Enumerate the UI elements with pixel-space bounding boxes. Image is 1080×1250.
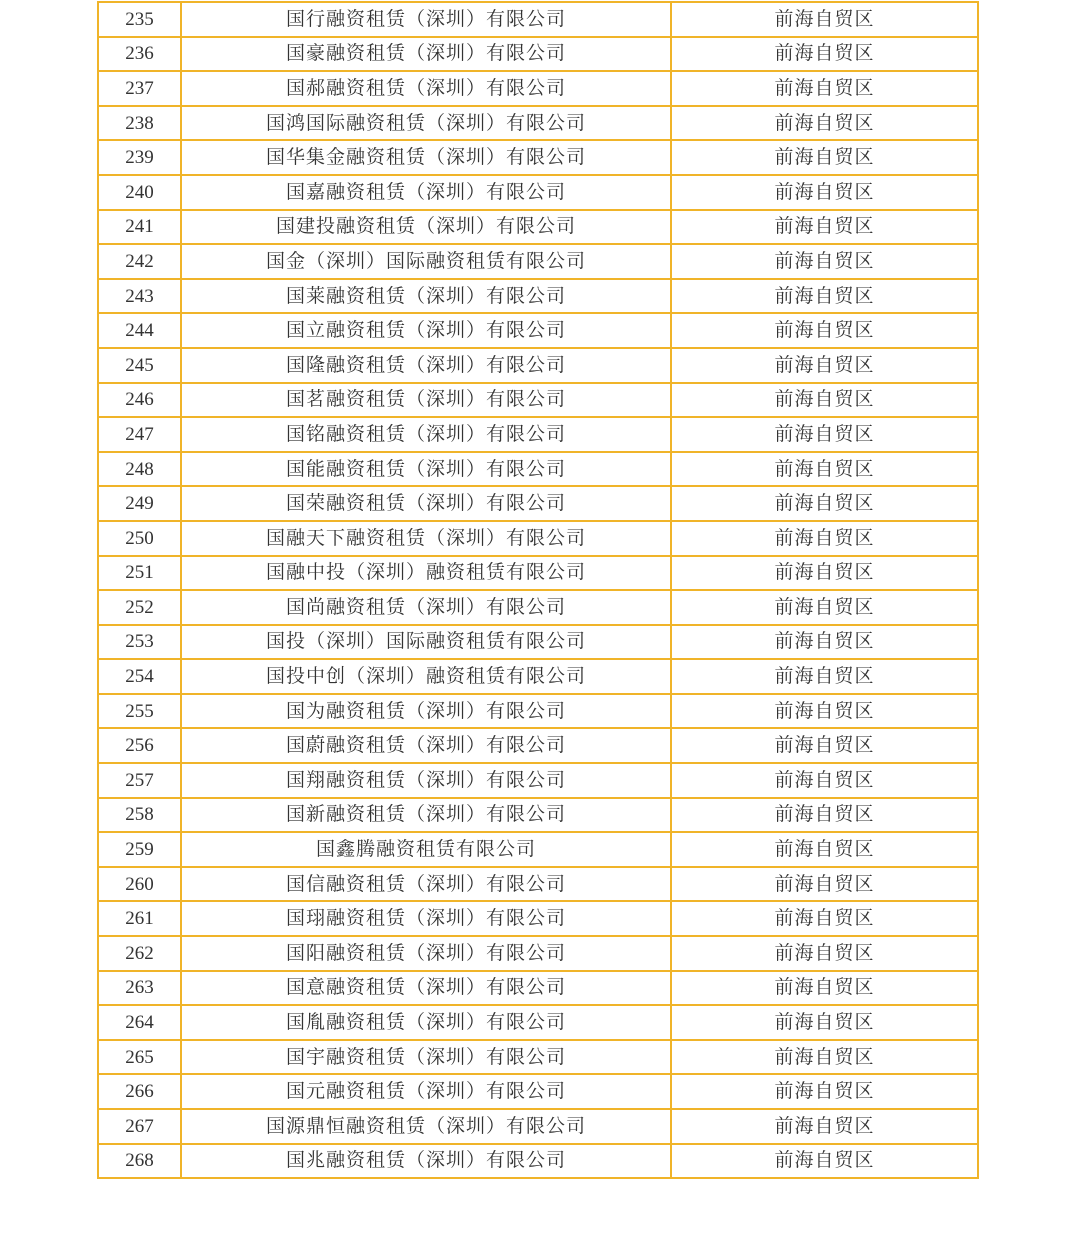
zone-cell: 前海自贸区 [671, 37, 978, 72]
table-row [98, 313, 978, 348]
table-row [98, 417, 978, 452]
row-number-cell: 257 [98, 763, 181, 798]
row-number-cell: 260 [98, 867, 181, 902]
zone-cell: 前海自贸区 [671, 1074, 978, 1109]
company-name-cell: 国华集金融资租赁（深圳）有限公司 [181, 140, 671, 175]
company-name-cell: 国立融资租赁（深圳）有限公司 [181, 313, 671, 348]
company-name-cell: 国鑫腾融资租赁有限公司 [181, 832, 671, 867]
table-row [98, 244, 978, 279]
zone-cell: 前海自贸区 [671, 763, 978, 798]
company-registry-page [97, 1, 977, 1179]
zone-cell: 前海自贸区 [671, 1144, 978, 1179]
table-row [98, 936, 978, 971]
company-name-cell: 国隆融资租赁（深圳）有限公司 [181, 348, 671, 383]
row-number-cell: 259 [98, 832, 181, 867]
company-name-cell: 国荣融资租赁（深圳）有限公司 [181, 486, 671, 521]
company-name-cell: 国宇融资租赁（深圳）有限公司 [181, 1040, 671, 1075]
row-number-cell: 262 [98, 936, 181, 971]
row-number-cell: 263 [98, 971, 181, 1006]
zone-cell: 前海自贸区 [671, 936, 978, 971]
row-number-cell: 252 [98, 590, 181, 625]
table-row [98, 1005, 978, 1040]
row-number-cell: 267 [98, 1109, 181, 1144]
row-number-cell: 254 [98, 659, 181, 694]
zone-cell: 前海自贸区 [671, 901, 978, 936]
company-name-cell: 国行融资租赁（深圳）有限公司 [181, 2, 671, 37]
zone-cell: 前海自贸区 [671, 244, 978, 279]
table-row [98, 210, 978, 245]
table-row [98, 521, 978, 556]
company-name-cell: 国豪融资租赁（深圳）有限公司 [181, 37, 671, 72]
zone-cell: 前海自贸区 [671, 452, 978, 487]
table-row [98, 832, 978, 867]
company-name-cell: 国投（深圳）国际融资租赁有限公司 [181, 625, 671, 660]
row-number-cell: 245 [98, 348, 181, 383]
zone-cell: 前海自贸区 [671, 106, 978, 141]
zone-cell: 前海自贸区 [671, 175, 978, 210]
company-name-cell: 国新融资租赁（深圳）有限公司 [181, 798, 671, 833]
zone-cell: 前海自贸区 [671, 417, 978, 452]
zone-cell: 前海自贸区 [671, 556, 978, 591]
table-row [98, 175, 978, 210]
zone-cell: 前海自贸区 [671, 210, 978, 245]
company-name-cell: 国鸿国际融资租赁（深圳）有限公司 [181, 106, 671, 141]
company-name-cell: 国蔚融资租赁（深圳）有限公司 [181, 728, 671, 763]
company-registry-table [97, 1, 979, 1179]
company-name-cell: 国兆融资租赁（深圳）有限公司 [181, 1144, 671, 1179]
table-row [98, 763, 978, 798]
zone-cell: 前海自贸区 [671, 348, 978, 383]
zone-cell: 前海自贸区 [671, 1109, 978, 1144]
company-name-cell: 国投中创（深圳）融资租赁有限公司 [181, 659, 671, 694]
company-name-cell: 国源鼎恒融资租赁（深圳）有限公司 [181, 1109, 671, 1144]
table-row [98, 140, 978, 175]
row-number-cell: 253 [98, 625, 181, 660]
company-name-cell: 国茗融资租赁（深圳）有限公司 [181, 383, 671, 418]
company-name-cell: 国莱融资租赁（深圳）有限公司 [181, 279, 671, 314]
row-number-cell: 236 [98, 37, 181, 72]
table-row [98, 798, 978, 833]
company-name-cell: 国尚融资租赁（深圳）有限公司 [181, 590, 671, 625]
row-number-cell: 248 [98, 452, 181, 487]
zone-cell: 前海自贸区 [671, 867, 978, 902]
row-number-cell: 251 [98, 556, 181, 591]
zone-cell: 前海自贸区 [671, 2, 978, 37]
table-row [98, 106, 978, 141]
table-row [98, 625, 978, 660]
company-name-cell: 国建投融资租赁（深圳）有限公司 [181, 210, 671, 245]
zone-cell: 前海自贸区 [671, 71, 978, 106]
zone-cell: 前海自贸区 [671, 486, 978, 521]
zone-cell: 前海自贸区 [671, 313, 978, 348]
table-row [98, 452, 978, 487]
table-row [98, 1074, 978, 1109]
company-name-cell: 国融中投（深圳）融资租赁有限公司 [181, 556, 671, 591]
zone-cell: 前海自贸区 [671, 521, 978, 556]
row-number-cell: 266 [98, 1074, 181, 1109]
zone-cell: 前海自贸区 [671, 1005, 978, 1040]
table-row [98, 348, 978, 383]
zone-cell: 前海自贸区 [671, 279, 978, 314]
table-row [98, 694, 978, 729]
row-number-cell: 256 [98, 728, 181, 763]
zone-cell: 前海自贸区 [671, 659, 978, 694]
row-number-cell: 243 [98, 279, 181, 314]
table-row [98, 1109, 978, 1144]
company-name-cell: 国能融资租赁（深圳）有限公司 [181, 452, 671, 487]
company-name-cell: 国金（深圳）国际融资租赁有限公司 [181, 244, 671, 279]
company-name-cell: 国胤融资租赁（深圳）有限公司 [181, 1005, 671, 1040]
row-number-cell: 261 [98, 901, 181, 936]
row-number-cell: 249 [98, 486, 181, 521]
table-row [98, 279, 978, 314]
table-row [98, 901, 978, 936]
registry-table-body [98, 2, 978, 1178]
row-number-cell: 268 [98, 1144, 181, 1179]
table-row [98, 1144, 978, 1179]
company-name-cell: 国元融资租赁（深圳）有限公司 [181, 1074, 671, 1109]
table-row [98, 971, 978, 1006]
table-row [98, 71, 978, 106]
row-number-cell: 255 [98, 694, 181, 729]
company-name-cell: 国翔融资租赁（深圳）有限公司 [181, 763, 671, 798]
row-number-cell: 250 [98, 521, 181, 556]
zone-cell: 前海自贸区 [671, 383, 978, 418]
row-number-cell: 238 [98, 106, 181, 141]
table-row [98, 2, 978, 37]
company-name-cell: 国为融资租赁（深圳）有限公司 [181, 694, 671, 729]
company-name-cell: 国郝融资租赁（深圳）有限公司 [181, 71, 671, 106]
table-row [98, 486, 978, 521]
company-name-cell: 国信融资租赁（深圳）有限公司 [181, 867, 671, 902]
row-number-cell: 265 [98, 1040, 181, 1075]
company-name-cell: 国融天下融资租赁（深圳）有限公司 [181, 521, 671, 556]
table-row [98, 659, 978, 694]
company-name-cell: 国嘉融资租赁（深圳）有限公司 [181, 175, 671, 210]
company-name-cell: 国铭融资租赁（深圳）有限公司 [181, 417, 671, 452]
zone-cell: 前海自贸区 [671, 971, 978, 1006]
zone-cell: 前海自贸区 [671, 832, 978, 867]
row-number-cell: 246 [98, 383, 181, 418]
zone-cell: 前海自贸区 [671, 140, 978, 175]
zone-cell: 前海自贸区 [671, 590, 978, 625]
zone-cell: 前海自贸区 [671, 625, 978, 660]
zone-cell: 前海自贸区 [671, 694, 978, 729]
company-name-cell: 国阳融资租赁（深圳）有限公司 [181, 936, 671, 971]
company-name-cell: 国意融资租赁（深圳）有限公司 [181, 971, 671, 1006]
company-name-cell: 国珝融资租赁（深圳）有限公司 [181, 901, 671, 936]
row-number-cell: 258 [98, 798, 181, 833]
table-row [98, 37, 978, 72]
row-number-cell: 235 [98, 2, 181, 37]
table-row [98, 728, 978, 763]
row-number-cell: 240 [98, 175, 181, 210]
table-row [98, 1040, 978, 1075]
row-number-cell: 239 [98, 140, 181, 175]
row-number-cell: 242 [98, 244, 181, 279]
table-row [98, 590, 978, 625]
row-number-cell: 241 [98, 210, 181, 245]
row-number-cell: 247 [98, 417, 181, 452]
row-number-cell: 244 [98, 313, 181, 348]
zone-cell: 前海自贸区 [671, 728, 978, 763]
zone-cell: 前海自贸区 [671, 798, 978, 833]
row-number-cell: 264 [98, 1005, 181, 1040]
zone-cell: 前海自贸区 [671, 1040, 978, 1075]
table-row [98, 556, 978, 591]
row-number-cell: 237 [98, 71, 181, 106]
table-row [98, 867, 978, 902]
table-row [98, 383, 978, 418]
